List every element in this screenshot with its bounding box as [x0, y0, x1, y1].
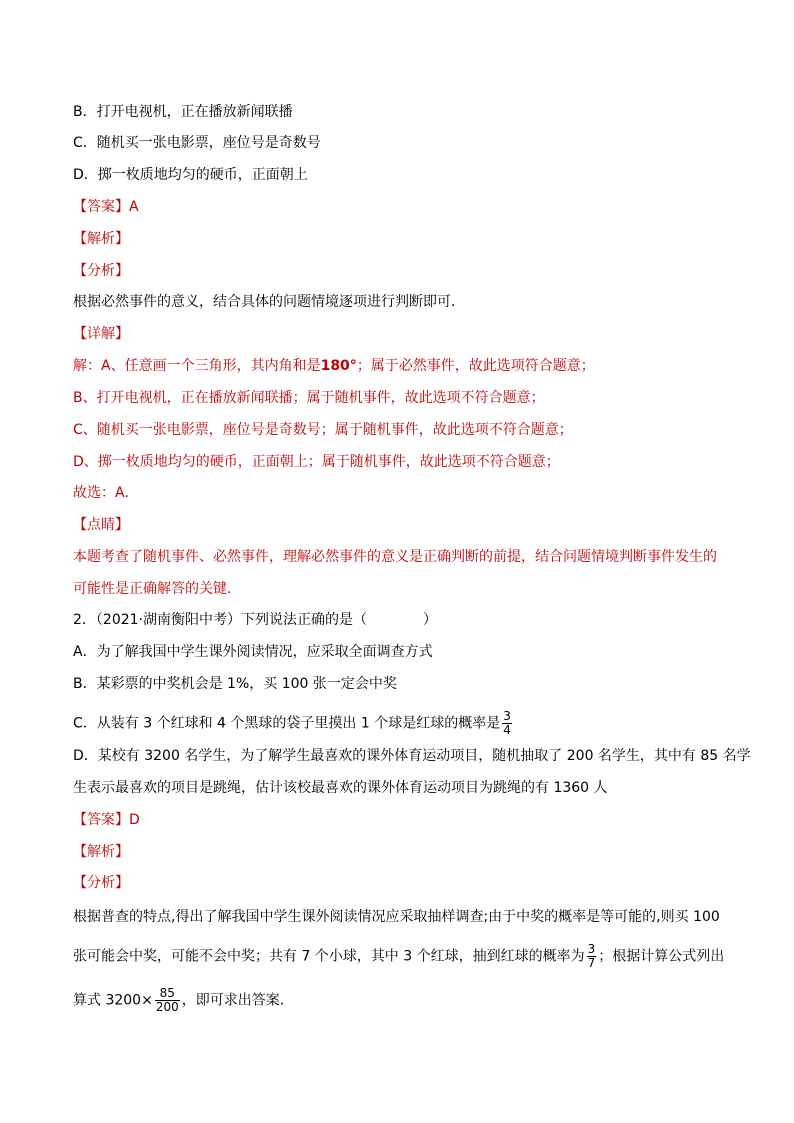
prev-option-b: B．打开电视机，正在播放新闻联播 [73, 104, 293, 120]
q2-option-a: A．为了解我国中学生课外阅读情况，应采取全面调查方式 [73, 644, 433, 660]
detail-line-2: B、打开电视机，正在播放新闻联播；属于随机事件，故此选项不符合题意； [73, 390, 545, 406]
answer-value: A [129, 199, 139, 215]
prev-xiangjie-heading: 【详解】 [73, 326, 129, 342]
fraction-3-7 [587, 943, 597, 970]
q2-analysis-line-3 [73, 987, 294, 1014]
q2-fenxi-heading: 【分析】 [73, 875, 129, 891]
prev-jiexi-heading: 【解析】 [73, 231, 129, 247]
prev-option-c: C．随机买一张电影票，座位号是奇数号 [73, 135, 321, 151]
prev-answer [73, 197, 139, 217]
fraction-numerator: 85 [159, 986, 175, 1000]
detail-line-4: D、掷一枚质地均匀的硬币，正面朝上；属于随机事件，故此选项不符合题意； [73, 454, 560, 470]
q2-analysis-line-3-b: ，即可求出答案． [181, 992, 294, 1009]
prev-option-d: D．掷一枚质地均匀的硬币，正面朝上 [73, 167, 308, 183]
answer-value: D [129, 812, 140, 828]
fraction-85-200 [155, 987, 180, 1014]
q2-answer [73, 810, 140, 830]
answer-label: 【答案】 [73, 812, 129, 828]
prev-fenxi-heading: 【分析】 [73, 263, 129, 279]
detail-line-3: C、随机买一张电影票，座位号是奇数号；属于随机事件，故此选项不符合题意； [73, 422, 573, 438]
q2-option-c-text: C．从装有 3 个红球和 4 个黑球的袋子里摸出 1 个球是红球的概率是 [73, 715, 501, 732]
q2-analysis-line-3-a: 算式 3200× [73, 992, 153, 1009]
q2-analysis-line-2 [73, 943, 724, 970]
detail-line-1-a: 解：A、任意画一个三角形，其内角和是 [73, 358, 321, 374]
comment-line-1: 本题考查了随机事件、必然事件，理解必然事件的意义是正确判断的前提，结合问题情境判断事件发生的 [73, 549, 717, 565]
q2-analysis-line-1: 根据普查的特点,得出了解我国中学生课外阅读情况应采取抽样调查;由于中奖的概率是等可能的,则买 100 [73, 909, 720, 925]
q2-stem: 2．（2021·湖南衡阳中考）下列说法正确的是（ ） [73, 612, 437, 628]
fraction-denominator: 7 [587, 956, 596, 970]
comment-line-2: 可能性是正确解答的关键． [73, 581, 241, 597]
detail-line-1-c: ；属于必然事件，故此选项符合题意； [356, 358, 595, 374]
detail-line-1 [73, 356, 595, 376]
fraction-numerator: 3 [503, 709, 511, 723]
detail-line-1-b: 180° [320, 358, 357, 374]
q2-analysis-line-2-a: 张可能会中奖，可能不会中奖；共有 7 个小球，其中 3 个红球，抽到红球的概率为 [73, 948, 585, 965]
q2-option-b: B．某彩票的中奖机会是 1%，买 100 张一定会中奖 [73, 676, 397, 692]
q2-jiexi-heading: 【解析】 [73, 844, 129, 860]
answer-label: 【答案】 [73, 199, 129, 215]
fraction-denominator: 200 [155, 1000, 179, 1014]
prev-dianjing-heading: 【点睛】 [73, 517, 129, 533]
choice-line: 故选：A． [73, 485, 139, 501]
q2-analysis-line-2-b: ；根据计算公式列出 [598, 948, 725, 965]
q2-option-d-line-1: D．某校有 3200 名学生，为了解学生最喜欢的课外体育运动项目，随机抽取了 200 名学生，其中有 85 名学 [73, 748, 751, 764]
prev-analysis-text: 根据必然事件的意义，结合具体的问题情境逐项进行判断即可． [73, 294, 465, 310]
fraction-denominator: 4 [503, 723, 511, 737]
q2-option-d-line-2: 生表示最喜欢的项目是跳绳，估计该校最喜欢的课外体育运动项目为跳绳的有 1360 人 [73, 780, 608, 796]
fraction-3-4 [502, 710, 512, 737]
q2-option-c [73, 710, 514, 737]
fraction-numerator: 3 [587, 942, 596, 956]
